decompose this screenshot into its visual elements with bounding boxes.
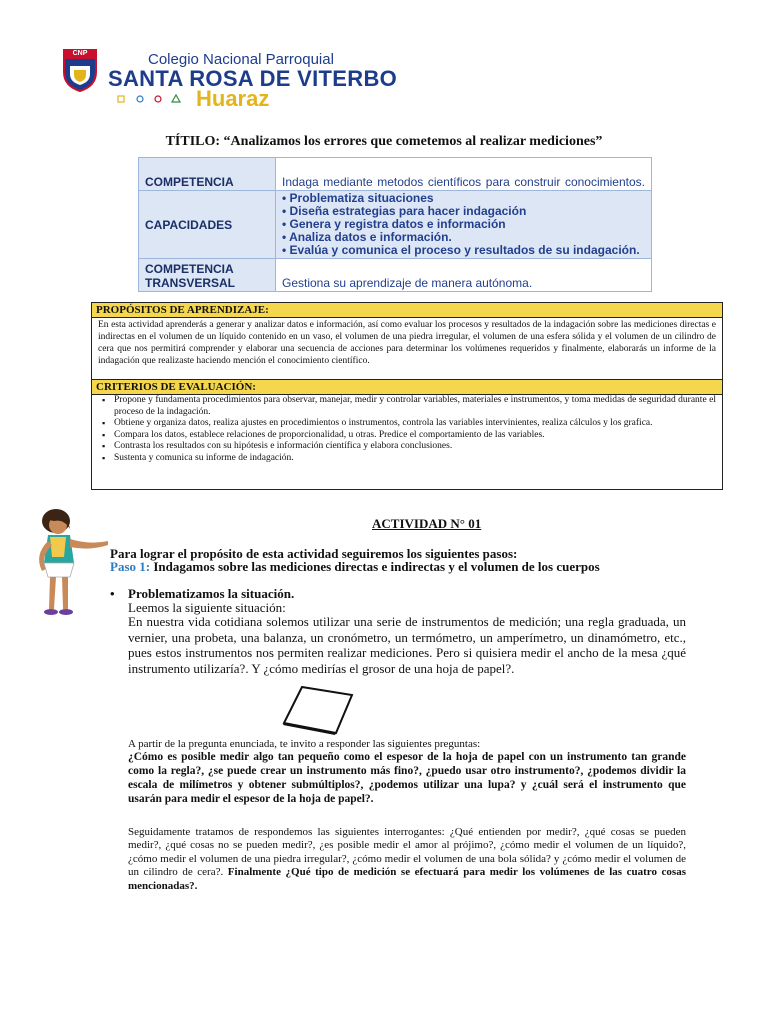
paper-sheet-icon [282, 685, 354, 735]
paso-text: Indagamos sobre las mediciones directas e indirectas y el volumen de los cuerpos [150, 559, 600, 574]
problematizamos-heading: • Problematizamos la situación. [110, 586, 295, 601]
finalmente-text: Finalmente ¿Qué tipo de medición se efectuará para medir los volúmenes de las cuatro cosas mencionadas?. [128, 866, 686, 892]
competencia-value: Indaga mediante metodos científicos para construir conocimientos. [276, 158, 652, 191]
capacidades-list [276, 191, 652, 259]
propositos-header: PROPÓSITOS DE APRENDIZAJE: [92, 303, 722, 318]
competencia-label: COMPETENCIA [139, 158, 276, 191]
competencias-table [138, 157, 652, 292]
school-name: SANTA ROSA DE VITERBO [108, 66, 398, 91]
criterios-header: CRITERIOS DE EVALUACIÓN: [92, 379, 722, 395]
capacidad-item: • Diseña estrategias para hacer indagación [282, 204, 527, 218]
decorative-shapes [116, 93, 196, 105]
preguntas-paragraph: ¿Cómo es posible medir algo tan pequeño como el espesor de la hoja de papel con un instrumento tan grande como la regla?, ¿se puede crear un instrumento más fino?, ¿puedo usar otro instrumento?, ¿podemos dividir la escala de milímetros y obtener submúltiplos?, ¿podemos utilizar una lupa? y ¿cuál será el instrumento que usarán para medir el espesor de la hoja de papel?. [128, 751, 686, 805]
page-title: TÍTILO: “Analizamos los errores que cometemos al realizar mediciones” [165, 134, 603, 149]
leemos-text: Leemos la siguiente situación: [128, 600, 286, 615]
criterio-item: ▪ Sustenta y comunica su informe de indagación. [114, 453, 716, 465]
partir-text: A partir de la pregunta enunciada, te invito a responder las siguientes preguntas: [128, 738, 481, 750]
transversal-value: Gestiona su aprendizaje de manera autónoma. [276, 259, 652, 292]
propositos-criterios-box [91, 302, 723, 490]
shield-badge-text: CNP [72, 50, 88, 57]
paso-label: Paso 1: [110, 559, 151, 574]
criterios-list [92, 395, 722, 464]
school-subtitle: Colegio Nacional Parroquial [148, 51, 334, 68]
criterio-item: ▪ Propone y fundamenta procedimientos para observar, manejar, medir y controlar variables, materiales e instrumentos, y toma medidas de seguridad durante el proceso de la indagación. [114, 395, 716, 418]
criterio-item: ▪ Compara los datos, establece relaciones de proporcionalidad, u otras. Predice el comportamiento de las variables. [114, 430, 716, 442]
actividad-title: ACTIVIDAD N° 01 [372, 516, 482, 531]
girl-illustration [20, 505, 116, 620]
situacion-paragraph: En nuestra vida cotidiana solemos utilizar una serie de instrumentos de medición; una regla graduada, un vernier, una probeta, una balanza, un cronómetro, un termómetro, un amperímetro, un dinamómetro, etc., pues estos instrumentos nos permiten realizar mediciones. Pero si quisiera medir el ancho de la mesa ¿qué instrumento utilizaría?. Y ¿cómo medirías el grosor de una hoja de papel?. [128, 614, 686, 676]
capacidades-label: CAPACIDADES [139, 191, 276, 259]
capacidad-item: • Problematiza situaciones [282, 191, 434, 205]
paso-1 [110, 559, 600, 575]
capacidad-item: • Genera y registra datos e información [282, 217, 506, 231]
criterio-item: ▪ Contrasta los resultados con su hipótesis e información científica y elabora conclusiones. [114, 441, 716, 453]
seguidamente-paragraph: Seguidamente tratamos de respondemos las siguientes interrogantes: ¿Qué entienden por medir?, ¿qué cosas se pueden medir?, ¿qué cosas no se pueden medir?, ¿es posible medir el amor al prójimo?, ¿cómo medir el volumen de un líquido?, ¿cómo medir el volumen de una piedra irregular?, ¿cómo medir el volumen de una bola sólida? y ¿cómo medir el volumen de un cilindro de cera?. Finalmente ¿Qué tipo de medición se efectuará para medir los volúmenes de las cuatro cosas mencionadas?. [128, 826, 686, 892]
propositos-text: En esta actividad aprenderás a generar y analizar datos e información, así como evaluar los procesos y resultados de la indagación sobre las mediciones directas e indirectas en el volumen de un líquido contenido en un vaso, el volumen de una piedra irregular, el volumen de una esfera sólida y el volumen de un cilindro de cera que nos permitirá comprender y elaborar una secuencia de acciones para determinar los volúmenes requeridos y finalmente, elaborarás un informe de la indagación que realizaste haciendo mención el conocimiento científico. [98, 320, 716, 366]
criterio-item: ▪ Obtiene y organiza datos, realiza ajustes en procedimientos o instrumentos, controla las variables intervinientes, realiza cálculos y los grafica. [114, 418, 716, 430]
actividad-intro: Para lograr el propósito de esta actividad seguiremos los siguientes pasos: [110, 546, 518, 561]
capacidad-item: • Evalúa y comunica el proceso y resultados de su indagación. [282, 243, 640, 257]
bullet-dot-icon: • [110, 586, 115, 601]
capacidad-item: • Analiza datos e información. [282, 230, 452, 244]
transversal-label: COMPETENCIA TRANSVERSAL [139, 259, 276, 292]
school-city: Huaraz [196, 86, 270, 111]
